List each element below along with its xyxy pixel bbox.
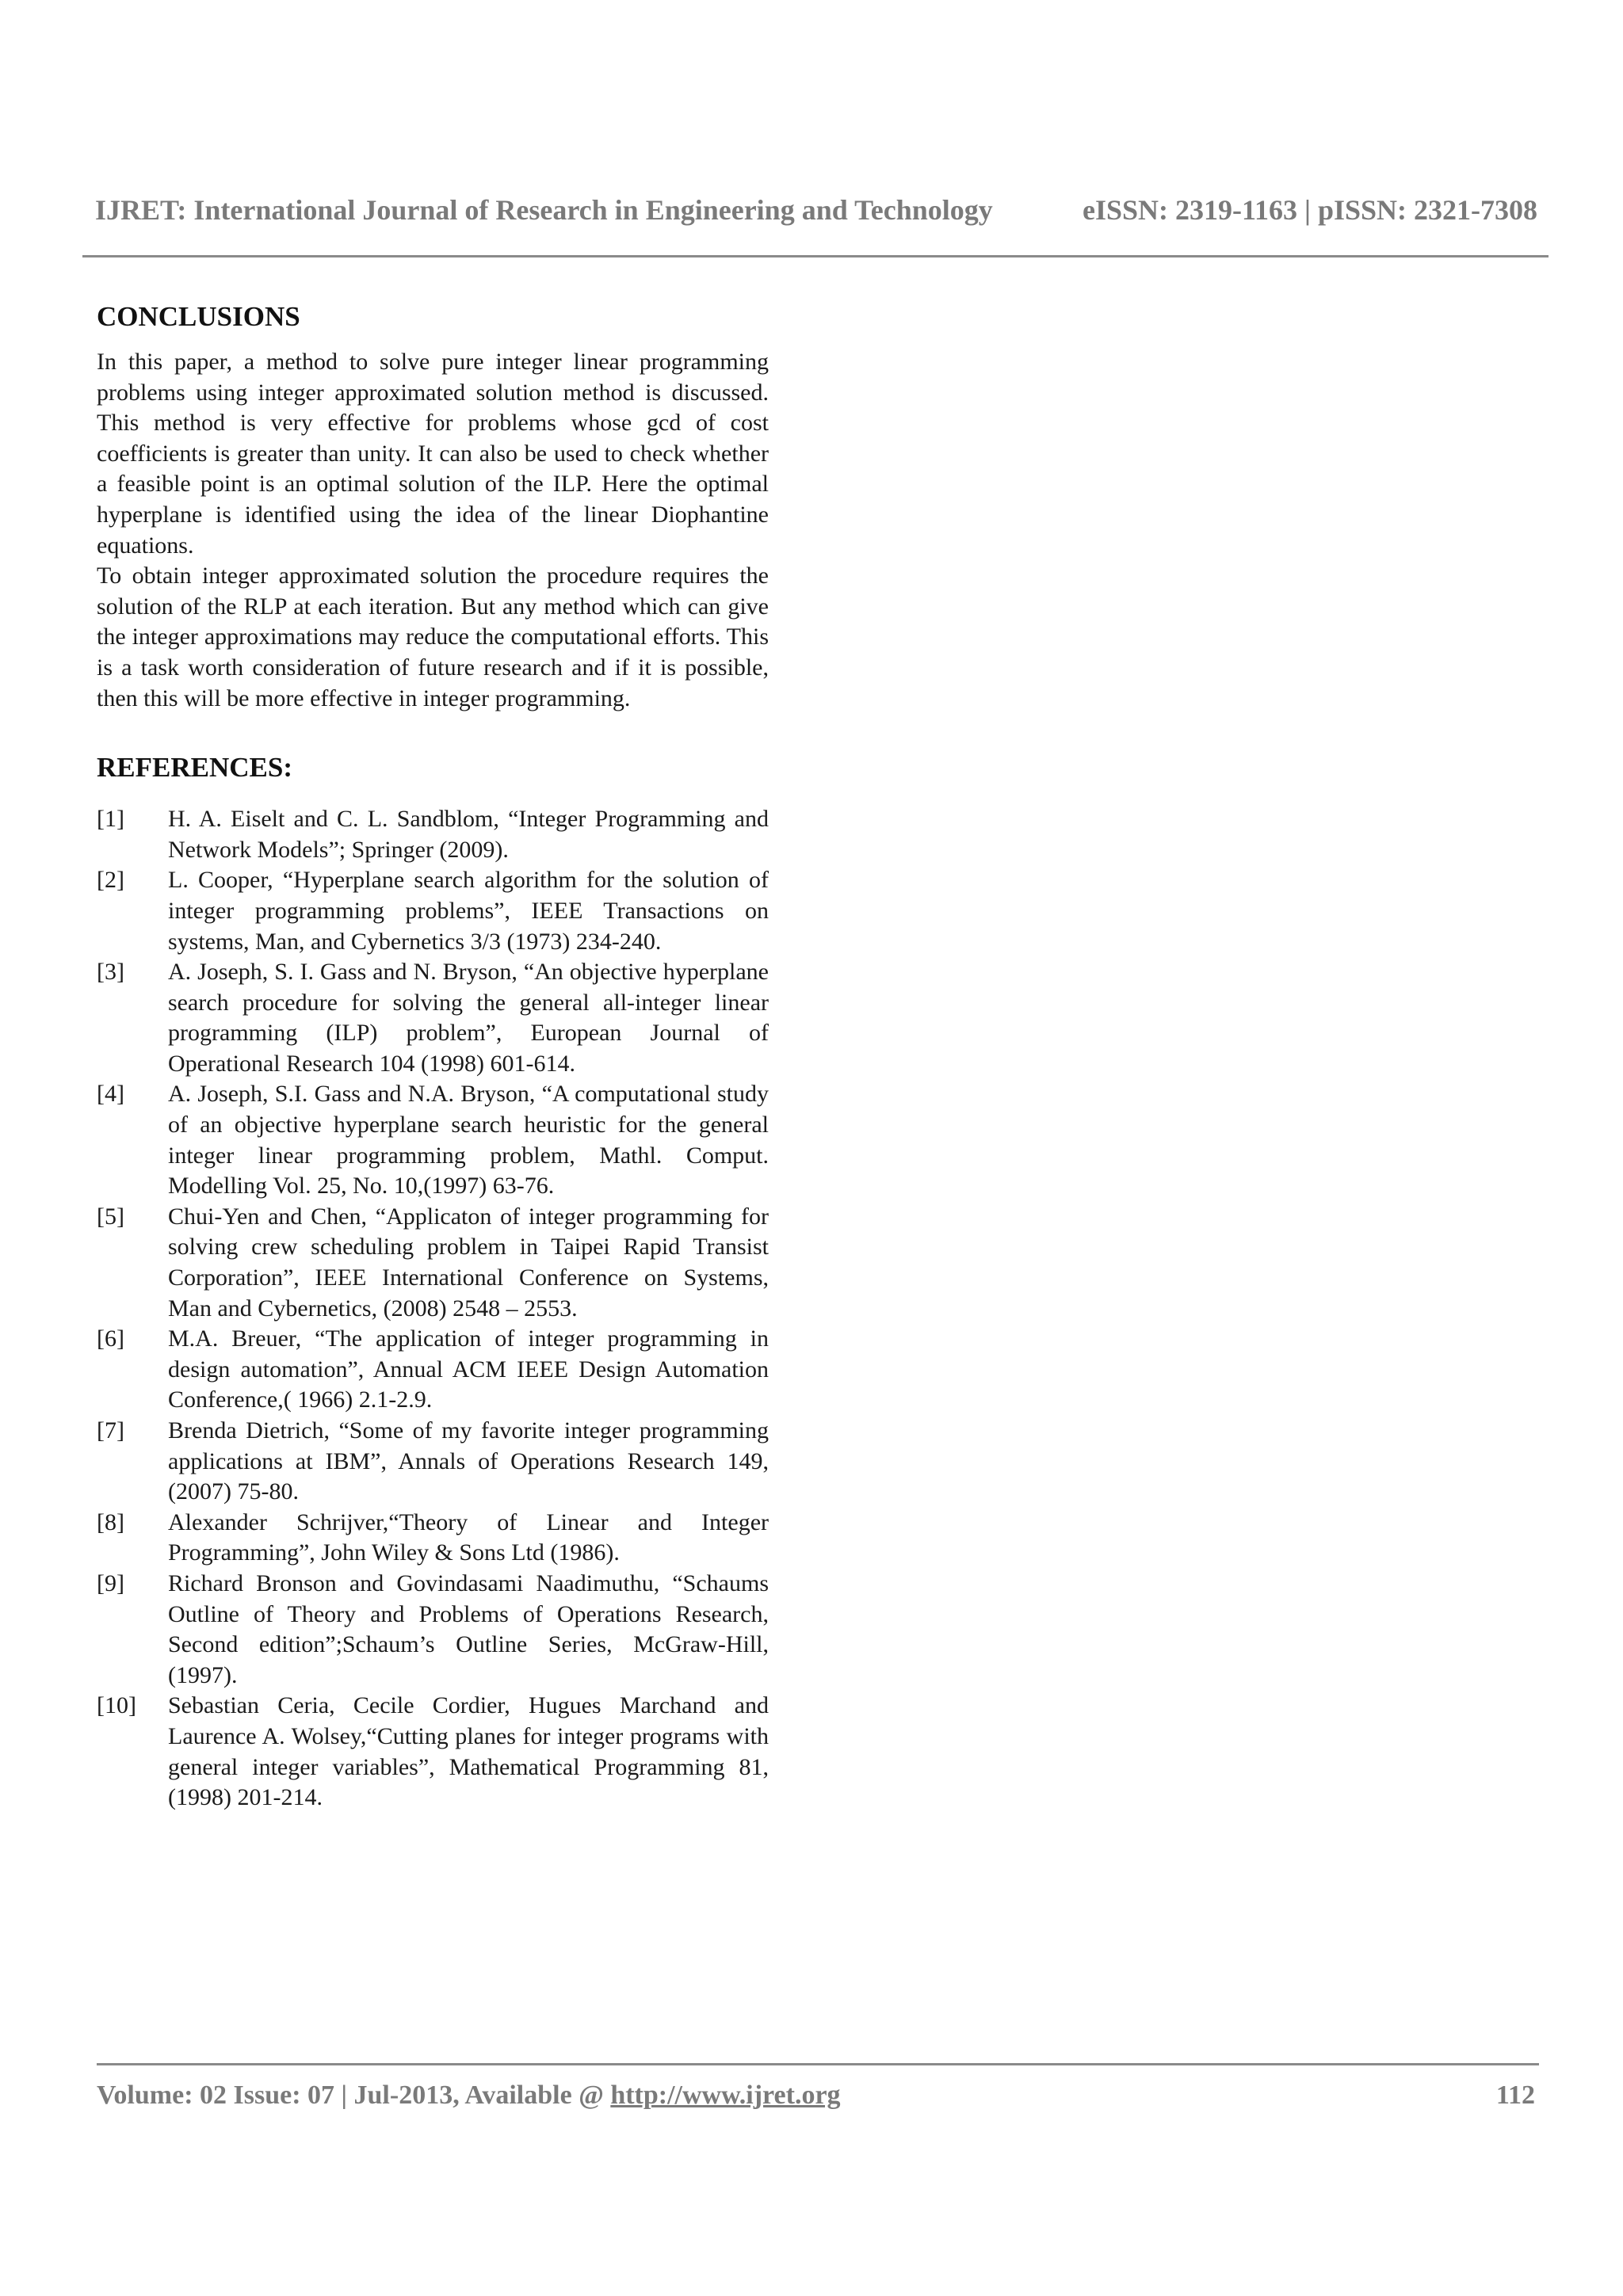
conclusions-heading: CONCLUSIONS <box>97 301 300 332</box>
reference-item <box>97 1079 769 1201</box>
reference-text: H. A. Eiselt and C. L. Sandblom, “Integer Programming and Network Models”; Springer (2009). <box>168 806 769 863</box>
conclusions-paragraph-2: To obtain integer approximated solution the procedure requires the solution of the RLP at each iteration. But any method which can give the integer approximations may reduce the computational efforts. This is a task worth consideration of future research and if it is possible, then this will be more effective in integer programming. <box>97 563 769 711</box>
reference-text: Chui-Yen and Chen, “Applicaton of integer programming for solving crew scheduling problem in Taipei Rapid Transist Corporation”, IEEE International Conference on Systems, Man and Cybernetics, (2008) 2548 – 2553. <box>168 1203 769 1322</box>
reference-number: [9] <box>97 1569 124 1596</box>
volume-text: Volume: 02 Issue: 07 | Jul-2013, Available @ <box>97 2081 611 2110</box>
reference-number: [4] <box>97 1081 124 1108</box>
reference-item <box>97 1508 769 1569</box>
reference-text: M.A. Breuer, “The application of integer programming in design automation”, Annual ACM IEEE Design Automation Conference,( 1966) 2.1-2.9. <box>168 1325 769 1413</box>
reference-number: [8] <box>97 1508 124 1535</box>
reference-item <box>97 1324 769 1416</box>
reference-list <box>97 804 769 1814</box>
reference-text: Brenda Dietrich, “Some of my favorite integer programming applications at IBM”, Annals of Operations Research 149,(2007) 75-80. <box>168 1417 769 1505</box>
reference-text: L. Cooper, “Hyperplane search algorithm for the solution of integer programming problems”, IEEE Transactions on systems, Man, and Cybernetics 3/3 (1973) 234-240. <box>168 867 769 955</box>
reference-text: A. Joseph, S. I. Gass and N. Bryson, “An objective hyperplane search procedure for solving the general all-integer linear programming (ILP) problem”, European Journal of Operational Research 104 (1998) 601-614. <box>168 959 769 1077</box>
running-footer <box>97 2081 1535 2111</box>
reference-number: [6] <box>97 1325 124 1352</box>
journal-link[interactable]: http://www.ijret.org <box>610 2081 841 2110</box>
reference-number: [1] <box>97 806 124 833</box>
volume-info <box>97 2081 841 2111</box>
reference-number: [5] <box>97 1203 124 1230</box>
main-column <box>97 299 769 1814</box>
reference-text: Richard Bronson and Govindasami Naadimuthu, “Schaums Outline of Theory and Problems of Operations Research, Second edition”;Schaum’s Outline Series, McGraw-Hill, (1997). <box>168 1569 769 1688</box>
reference-number: [10] <box>97 1692 136 1719</box>
reference-item <box>97 804 769 865</box>
journal-title: IJRET: International Journal of Research in Engineering and Technology <box>95 194 993 226</box>
reference-item <box>97 1691 769 1813</box>
header-divider <box>82 255 1549 257</box>
page-number: 112 <box>1495 2081 1535 2110</box>
reference-item <box>97 1202 769 1324</box>
reference-number: [3] <box>97 959 124 986</box>
reference-item <box>97 957 769 1079</box>
footer-divider <box>97 2063 1539 2065</box>
issn-info: eISSN: 2319-1163 | pISSN: 2321-7308 <box>1083 194 1537 226</box>
reference-item <box>97 1569 769 1691</box>
reference-text: Alexander Schrijver,“Theory of Linear and Integer Programming”, John Wiley & Sons Ltd (1986). <box>168 1508 769 1566</box>
reference-text: Sebastian Ceria, Cecile Cordier, Hugues Marchand and Laurence A. Wolsey,“Cutting planes for integer programs with general integer variables”, Mathematical Programming 81, (1998) 201-214. <box>168 1692 769 1811</box>
references-heading: REFERENCES: <box>97 752 292 784</box>
running-header <box>95 193 1537 227</box>
reference-number: [7] <box>97 1417 124 1444</box>
reference-item <box>97 1416 769 1508</box>
conclusions-paragraph-1: In this paper, a method to solve pure integer linear programming problems using integer approximated solution method is discussed. This method is very effective for problems whose gcd of cost coefficients is greater than unity. It can also be used to check whether a feasible point is an optimal solution of the ILP. Here the optimal hyperplane is identified using the idea of the linear Diophantine equations. <box>97 349 769 559</box>
reference-item <box>97 865 769 957</box>
reference-number: [2] <box>97 867 124 894</box>
reference-text: A. Joseph, S.I. Gass and N.A. Bryson, “A computational study of an objective hyperplane search heuristic for the general integer linear programming problem, Mathl. Comput. Modelling Vol. 25, No. 10,(1997) 63-76. <box>168 1081 769 1199</box>
